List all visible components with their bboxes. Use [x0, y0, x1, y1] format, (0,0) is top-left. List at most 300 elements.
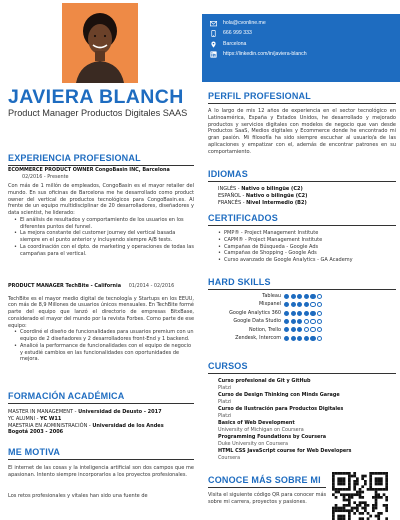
experience-title: EXPERIENCIA PROFESIONAL	[8, 153, 141, 163]
job-2	[8, 283, 194, 363]
rating-dot-empty	[304, 327, 309, 332]
qr-module	[380, 480, 383, 483]
qr-module	[345, 493, 348, 496]
qr-module	[337, 472, 340, 475]
skill-rating	[284, 294, 323, 299]
qr-module	[380, 483, 383, 486]
qr-module	[364, 483, 367, 486]
language-item: INGLÉS - Nativo o bilingüe (C2)	[218, 186, 303, 193]
qr-module	[332, 472, 335, 475]
qr-module	[348, 509, 351, 512]
qr-module	[340, 472, 343, 475]
qr-module	[345, 472, 348, 475]
qr-module	[345, 509, 348, 512]
profile-title: PERFIL PROFESIONAL	[208, 91, 311, 101]
qr-module	[364, 504, 367, 507]
qr-module	[337, 509, 340, 512]
course-org: Duke University on Coursera	[218, 440, 289, 447]
qr-module	[348, 493, 351, 496]
qr-module	[353, 488, 356, 491]
qr-module	[332, 483, 335, 486]
qr-module	[348, 496, 351, 499]
skill-name: Mixpanel	[258, 301, 281, 308]
qr-module	[340, 488, 343, 491]
motivation-text-2: Los retos profesionales y vitales han sido una fuente de	[8, 492, 148, 499]
qr-module	[343, 477, 346, 480]
skill-row	[208, 301, 396, 309]
skill-rating	[284, 311, 323, 316]
qr-module	[332, 485, 335, 488]
course-org: Coursera	[218, 454, 241, 461]
qr-module	[340, 477, 343, 480]
qr-module	[345, 488, 348, 491]
candidate-role: Product Manager Productos Digitales SAAS	[8, 108, 188, 118]
linkedin-icon	[210, 51, 217, 58]
qr-module	[364, 480, 367, 483]
qr-module	[372, 472, 375, 475]
qr-module	[343, 509, 346, 512]
qr-module	[383, 472, 386, 475]
qr-module	[369, 485, 372, 488]
education-item: MASTER IN MANAGEMENT - Universidad de Deusto - 2017	[8, 409, 162, 416]
rating-dot-filled	[297, 327, 302, 332]
rating-dot-filled	[284, 336, 289, 341]
section-divider	[208, 103, 396, 104]
course-org: Platzi	[218, 384, 232, 391]
skills-list	[208, 292, 396, 342]
course-name: Curso profesional de Git y GitHub	[218, 378, 311, 385]
profile-photo	[62, 3, 138, 83]
qr-module	[345, 499, 348, 502]
rating-dot-filled	[291, 319, 296, 324]
qr-module	[356, 493, 359, 496]
qr-module	[348, 472, 351, 475]
qr-module	[337, 491, 340, 494]
section-divider	[8, 459, 194, 460]
qr-module	[351, 493, 354, 496]
qr-module	[340, 515, 343, 518]
qr-module	[340, 480, 343, 483]
qr-module	[372, 496, 375, 499]
qr-module	[351, 496, 354, 499]
skill-name: Google Data Studio	[233, 318, 281, 325]
qr-module	[337, 483, 340, 486]
qr-module	[356, 477, 359, 480]
job-2-summary: TechBite es el mayor medio digital de tecnología y Startups en los EEUU, con más de 8,9 Millones de usuarios únicos mensuales. En TechBite formé parte del equipo que lanzó el directorio de empresas BitxBase, considerado el mayor del mundo por la revista Forbes. Como parte de ese equipo:	[8, 295, 195, 329]
qr-module	[335, 472, 338, 475]
motivation-text: El internet de las cosas y la inteligencia artificial son dos campos que me apasionan. Intento siempre incorporarlos a los proyectos profesionales.	[8, 465, 194, 478]
language-item: ESPAÑOL - Nativo o bilingüe (C2)	[218, 192, 308, 199]
contact-phone[interactable]: 666 999 333	[210, 29, 392, 40]
qr-module	[375, 499, 378, 502]
qr-module	[375, 504, 378, 507]
rating-dot-filled	[297, 311, 302, 316]
qr-module	[353, 501, 356, 504]
rating-dot-empty	[317, 336, 322, 341]
qr-module	[367, 488, 370, 491]
languages-section	[208, 168, 396, 206]
phone-icon	[210, 30, 217, 37]
list-item: • PMP® - Project Management Institute	[218, 230, 396, 237]
qr-module	[372, 504, 375, 507]
qr-module	[356, 507, 359, 510]
skill-name: Notion, Trello	[248, 326, 281, 333]
certificates-list	[218, 230, 396, 264]
qr-module	[332, 512, 335, 515]
qr-module	[361, 512, 364, 515]
rating-dot-empty	[317, 294, 322, 299]
job-2-heading	[8, 283, 194, 290]
qr-module	[361, 475, 364, 478]
qr-module	[343, 483, 346, 486]
rating-dot-filled	[291, 302, 296, 307]
certificates-title: CERTIFICADOS	[208, 213, 278, 223]
qr-module	[359, 488, 362, 491]
qr-module	[385, 488, 388, 491]
skill-rating	[284, 336, 323, 341]
portrait-illustration	[62, 3, 138, 83]
qr-module	[359, 491, 362, 494]
course-org: University of Michigan on Coursera	[218, 426, 304, 433]
section-divider	[8, 403, 194, 404]
skill-rating	[284, 327, 323, 332]
right-column	[202, 0, 400, 520]
qr-module	[348, 480, 351, 483]
qr-module	[332, 488, 335, 491]
qr-module	[353, 475, 356, 478]
rating-dot-empty	[310, 319, 315, 324]
qr-module	[385, 499, 388, 502]
qr-module	[353, 512, 356, 515]
qr-module	[369, 477, 372, 480]
list-item: • Analicé la performance de funcionalidades con el equipo de negocio y estudié cambios en las funcionalidades con oportunidades de mejora.	[14, 343, 194, 363]
rating-dot-filled	[304, 311, 309, 316]
qr-module	[356, 504, 359, 507]
course-name: Programming Foundations by Coursera	[218, 434, 327, 441]
qr-module	[375, 488, 378, 491]
contact-city: Barcelona	[210, 39, 392, 50]
list-item: • Coordiné el diseño de funcionalidades para usuarios premium con un equipo de 2 diseñadores y 2 desarrolladores front-End y 1 backend.	[14, 329, 194, 343]
course-org: Platzi	[218, 412, 232, 419]
rating-dot-empty	[304, 319, 309, 324]
rating-dot-filled	[291, 311, 296, 316]
qr-module	[337, 515, 340, 518]
rating-dot-filled	[310, 311, 315, 316]
qr-module	[340, 493, 343, 496]
qr-module	[369, 515, 372, 518]
mail-icon	[210, 20, 217, 27]
rating-dot-filled	[297, 294, 302, 299]
qr-module	[385, 475, 388, 478]
contact-box	[202, 14, 400, 82]
qr-module	[364, 509, 367, 512]
rating-dot-filled	[297, 302, 302, 307]
language-item: FRANCÉS - Nivel Intermedio (B2)	[218, 199, 307, 206]
qr-module	[348, 483, 351, 486]
rating-dot-filled	[304, 294, 309, 299]
qr-module	[337, 488, 340, 491]
candidate-name: JAVIERA BLANCH	[8, 86, 184, 108]
qr-module	[353, 493, 356, 496]
qr-module	[359, 493, 362, 496]
qr-module	[340, 509, 343, 512]
course-name: Curso de Ilustración para Productos Digitales	[218, 406, 344, 413]
job-2-bullets	[14, 329, 194, 363]
skill-rating	[284, 319, 323, 324]
job-1-bullets	[14, 217, 194, 258]
rating-dot-filled	[291, 336, 296, 341]
qr-module	[343, 480, 346, 483]
education-item: MAESTRIA EN ADMINISTRACIÓN - Universidad de los Andes	[8, 422, 164, 429]
rating-dot-filled	[310, 294, 315, 299]
left-column	[0, 0, 198, 520]
qr-module	[337, 477, 340, 480]
qr-module	[364, 475, 367, 478]
rating-dot-empty	[317, 319, 322, 324]
qr-module	[377, 480, 380, 483]
qr-module	[369, 472, 372, 475]
job-1-date: 02/2016 - Presente	[22, 173, 69, 180]
rating-dot-filled	[310, 336, 315, 341]
qr-module	[361, 491, 364, 494]
location-pin-icon	[210, 41, 217, 48]
qr-module	[353, 507, 356, 510]
list-item: • El análisis de resultados y comportamiento de los usuarios en los diferentes puntos del funnel.	[14, 217, 194, 231]
skill-row	[208, 334, 396, 342]
skills-section	[208, 276, 396, 342]
education-item: YC ALUMNI - YC W11	[8, 415, 62, 422]
qr-module	[377, 477, 380, 480]
section-divider	[208, 181, 396, 182]
rating-dot-empty	[317, 327, 322, 332]
education-title: FORMACIÓN ACADÉMICA	[8, 391, 125, 401]
more-title: CONOCE MÁS SOBRE MI	[208, 475, 321, 485]
qr-module	[377, 493, 380, 496]
qr-module	[335, 509, 338, 512]
qr-module	[343, 472, 346, 475]
rating-dot-empty	[310, 327, 315, 332]
list-item: • Campañas de Búsqueda - Google Ads	[218, 244, 396, 251]
qr-module	[345, 504, 348, 507]
job-1-summary: Con más de 1 millón de empleados, CongoBasin es el mayor retailer del mundo. En sus oficinas de Barcelona me he desarrollado como product owner del vertical de productos tecnológicos para CongoBasin.es. Al frente de un equipo multidisciplinar de 20 desarrolladores, diseñadores y data scientist, he liderado:	[8, 183, 194, 217]
qr-module	[332, 515, 335, 518]
skill-rating	[284, 302, 323, 307]
qr-module	[380, 488, 383, 491]
qr-module	[375, 507, 378, 510]
languages-list	[218, 186, 396, 206]
rating-dot-filled	[284, 319, 289, 324]
qr-module	[385, 485, 388, 488]
skills-title: HARD SKILLS	[208, 277, 271, 287]
rating-dot-filled	[291, 294, 296, 299]
courses-list	[218, 378, 396, 461]
course-name: Basics of Web Development	[218, 420, 295, 427]
skill-name: Zendesk, Intercom	[235, 334, 281, 341]
qr-module	[375, 493, 378, 496]
qr-module	[383, 488, 386, 491]
list-item: • La coordinación con el dpto. de marketing y operaciones de todas las campañas para el vertical.	[14, 244, 194, 258]
qr-module	[332, 507, 335, 510]
skill-row	[208, 326, 396, 334]
qr-module	[332, 475, 335, 478]
qr-module	[359, 501, 362, 504]
qr-module	[343, 507, 346, 510]
qr-module	[364, 507, 367, 510]
course-name: Curso de Design Thinking con Minds Garage	[218, 392, 340, 399]
motivation-section	[8, 446, 194, 499]
rating-dot-filled	[284, 294, 289, 299]
qr-module	[340, 507, 343, 510]
section-divider	[8, 165, 194, 166]
qr-module	[348, 504, 351, 507]
qr-module	[340, 483, 343, 486]
job-1	[8, 167, 194, 257]
job-1-heading: ECOMMERCE PRODUCT OWNER CongoBasin INC, Barcelona	[8, 167, 170, 173]
rating-dot-filled	[284, 327, 289, 332]
qr-module	[356, 483, 359, 486]
qr-module	[375, 483, 378, 486]
qr-module	[375, 477, 378, 480]
qr-module	[359, 512, 362, 515]
more-text: Visita el siguiente código QR para conocer más sobre mi carrera, proyectos y pasiones.	[208, 492, 327, 505]
qr-module	[335, 507, 338, 510]
qr-module	[385, 504, 388, 507]
job-2-title: PRODUCT MANAGER TechBite - California	[8, 283, 121, 289]
qr-module	[385, 483, 388, 486]
rating-dot-filled	[291, 327, 296, 332]
qr-module	[332, 493, 335, 496]
qr-module	[348, 499, 351, 502]
qr-module	[359, 496, 362, 499]
qr-module	[343, 515, 346, 518]
rating-dot-empty	[317, 311, 322, 316]
qr-module	[375, 515, 378, 518]
list-item: • CAPM® - Project Management Institute	[218, 237, 396, 244]
rating-dot-filled	[297, 319, 302, 324]
contact-linkedin[interactable]: https://linkedin.com/in/javiera-blanch	[210, 50, 392, 61]
qr-module	[348, 475, 351, 478]
rating-dot-empty	[310, 302, 315, 307]
qr-module	[375, 501, 378, 504]
qr-module	[351, 475, 354, 478]
rating-dot-filled	[284, 311, 289, 316]
qr-module	[359, 504, 362, 507]
qr-module	[348, 477, 351, 480]
qr-module	[377, 496, 380, 499]
job-2-date: 01/2014 - 02/2016	[128, 283, 175, 289]
qr-module	[369, 483, 372, 486]
section-divider	[208, 373, 396, 374]
qr-module	[385, 507, 388, 510]
qr-module	[348, 515, 351, 518]
qr-module	[337, 507, 340, 510]
qr-module	[361, 496, 364, 499]
skill-row	[208, 317, 396, 325]
rating-dot-filled	[304, 302, 309, 307]
skill-row	[208, 309, 396, 317]
contact-email[interactable]: hola@cvonline.me	[210, 18, 392, 29]
qr-module	[343, 493, 346, 496]
qr-module	[356, 480, 359, 483]
list-item: • Campañas de Shopping - Google Ads	[218, 250, 396, 257]
skill-name: Google Analytics 360	[229, 309, 281, 316]
qr-module	[385, 496, 388, 499]
qr-module	[351, 507, 354, 510]
qr-module	[369, 480, 372, 483]
qr-module	[377, 515, 380, 518]
qr-module	[377, 483, 380, 486]
qr-module	[375, 491, 378, 494]
qr-module	[332, 480, 335, 483]
qr-module	[364, 501, 367, 504]
rating-dot-filled	[297, 336, 302, 341]
qr-module	[385, 477, 388, 480]
experience-section	[8, 152, 194, 166]
section-divider	[208, 487, 326, 488]
qr-module	[385, 480, 388, 483]
motivation-title: ME MOTIVA	[8, 447, 61, 457]
qr-module	[361, 507, 364, 510]
qr-module	[343, 499, 346, 502]
qr-module	[361, 501, 364, 504]
qr-module	[375, 480, 378, 483]
courses-title: CURSOS	[208, 361, 248, 371]
qr-module	[369, 475, 372, 478]
qr-module	[356, 509, 359, 512]
qr-module	[372, 507, 375, 510]
qr-module	[377, 512, 380, 515]
skill-name: Tableau	[262, 293, 281, 300]
qr-module	[351, 509, 354, 512]
qr-module	[335, 504, 338, 507]
qr-module	[372, 509, 375, 512]
qr-module	[335, 496, 338, 499]
qr-module	[361, 477, 364, 480]
qr-module	[380, 496, 383, 499]
qr-module	[380, 477, 383, 480]
qr-module	[343, 488, 346, 491]
qr-code[interactable]	[332, 472, 388, 520]
rating-dot-filled	[284, 302, 289, 307]
section-divider	[208, 225, 396, 226]
profile-text: A lo largo de mis 12 años de experiencia en el sector tecnológico en Latinoamérica, España y Estados Unidos, he desarrollado y mejorado productos y servicios digitales con modelos de negocio que van desde Productos SaaS, Medios digitales y Ecommerce donde he encontrado mi gran pasión. Mi filosofía ha sido siempre escuchar al usuario/a de las aplicaciones y empatizar con el, además de encontrar patrones en su comportamiento.	[208, 108, 396, 155]
courses-section	[208, 360, 396, 462]
qr-module	[348, 488, 351, 491]
qr-module	[380, 472, 383, 475]
rating-dot-filled	[304, 336, 309, 341]
qr-module	[353, 472, 356, 475]
qr-module	[375, 472, 378, 475]
qr-module	[353, 485, 356, 488]
qr-module	[332, 477, 335, 480]
qr-module	[356, 491, 359, 494]
languages-title: IDIOMAS	[208, 169, 248, 179]
certificates-section	[208, 212, 396, 264]
qr-module	[348, 501, 351, 504]
qr-module	[383, 493, 386, 496]
qr-module	[348, 512, 351, 515]
course-org: Platzi	[218, 398, 232, 405]
profile-section	[208, 90, 396, 155]
qr-module	[377, 488, 380, 491]
list-item: • La mejora constante del customer journey del vertical basada siempre en el punto anterior y incluyendo siempre A/B tests.	[14, 230, 194, 244]
qr-module	[369, 488, 372, 491]
qr-module	[343, 504, 346, 507]
qr-module	[385, 472, 388, 475]
qr-module	[385, 509, 388, 512]
rating-dot-empty	[317, 302, 322, 307]
qr-module	[353, 480, 356, 483]
